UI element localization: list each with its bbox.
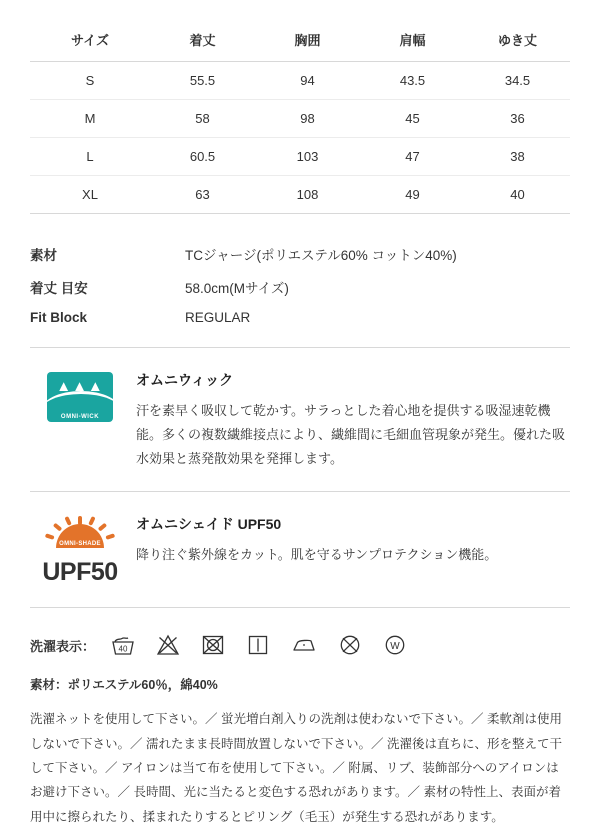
table-cell: 45: [360, 100, 465, 138]
iron-low-icon: [291, 634, 317, 656]
spec-value: TCジャージ(ポリエステル60% コットン40%): [185, 248, 457, 263]
table-row: [30, 100, 570, 138]
care-symbols: [111, 634, 407, 656]
wick-arrows-icon: ▲▲▲: [56, 378, 104, 395]
no-bleach-icon: [156, 634, 180, 656]
size-table-header-row: [30, 22, 570, 62]
spec-list: [30, 244, 570, 348]
svg-text:W: W: [390, 641, 400, 653]
table-cell: S: [30, 62, 150, 100]
table-cell: 98: [255, 100, 360, 138]
table-cell: 55.5: [150, 62, 255, 100]
care-note: 洗濯ネットを使用して下さい。／ 蛍光増白剤入りの洗剤は使わないで下さい。／ 柔軟剤は使用しないで下さい。／ 濡れたまま長時間放置しないで下さい。／ 洗濯後は直ちに、形を整えて干して下さい。／ アイロンは当て布を使用して下さい。／ 附属、リブ、装飾部分へのアイロンはお避け下さい。／ 長時間、光に当たると変色する恐れがあります。／ 素材の特性上、表面が着用中に擦られたり、揉まれたりするとピリング（毛玉）が発生する恐れがあります。: [30, 712, 562, 824]
table-cell: 40: [465, 176, 570, 214]
table-cell: XL: [30, 176, 150, 214]
omni-shade-badge-label: OMNI-SHADE: [59, 541, 101, 548]
table-cell: M: [30, 100, 150, 138]
feature-text: 降り注ぐ紫外線をカット。肌を守るサンプロテクション機能。: [136, 547, 498, 563]
table-cell: 34.5: [465, 62, 570, 100]
table-cell: 43.5: [360, 62, 465, 100]
spec-value: REGULAR: [185, 310, 251, 325]
feature-title: オムニウィック: [136, 372, 234, 388]
table-cell: 94: [255, 62, 360, 100]
spec-label: 素材: [30, 248, 57, 263]
size-table-header-cell: サイズ: [30, 22, 150, 62]
omni-shade-icon: [30, 514, 130, 587]
spec-value: 58.0cm(Mサイズ): [185, 281, 289, 296]
table-row: [30, 62, 570, 100]
sun-ray: [105, 533, 115, 540]
size-table-header-cell: 着丈: [150, 22, 255, 62]
feature-omni-shade: [30, 492, 570, 608]
wick-wave-icon: [47, 391, 113, 411]
spec-row-material: [30, 244, 570, 264]
care-section: [30, 608, 570, 829]
wash-tub-40-icon: [111, 634, 135, 656]
table-cell: 49: [360, 176, 465, 214]
care-symbol-row: [30, 634, 570, 656]
feature-text: 汗を素早く吸収して乾かす。サラっとした着心地を提供する吸湿速乾機能。多くの複数繊維接点により、繊維間に毛細血管現象が発生。優れた吸水効果と蒸発散効果を発揮します。: [136, 403, 566, 467]
product-spec-page: [0, 22, 600, 822]
table-cell: 103: [255, 138, 360, 176]
spec-row-length: [30, 277, 570, 297]
wet-clean-w-icon: [383, 634, 407, 656]
care-label: 洗濯表示：: [30, 638, 96, 654]
table-cell: 36: [465, 100, 570, 138]
size-table-header-cell: ゆき丈: [465, 22, 570, 62]
omni-wick-icon: [30, 370, 130, 422]
upf-value: UPF50: [42, 558, 118, 587]
sun-ray: [64, 516, 71, 526]
table-cell: 63: [150, 176, 255, 214]
feature-title: オムニシェイド UPF50: [136, 516, 282, 533]
care-material: 素材：ポリエステル60％，綿40%: [30, 678, 218, 693]
size-table: [30, 22, 570, 214]
omni-wick-badge: [47, 372, 113, 422]
table-row: [30, 138, 570, 176]
table-cell: 58: [150, 100, 255, 138]
table-cell: 60.5: [150, 138, 255, 176]
drip-dry-vertical-icon: [246, 634, 270, 656]
sun-ray: [88, 516, 95, 526]
feature-omni-wick: [30, 348, 570, 492]
no-dry-clean-icon: [338, 634, 362, 656]
no-tumble-dry-icon: [201, 634, 225, 656]
table-cell: 38: [465, 138, 570, 176]
spec-label: Fit Block: [30, 310, 88, 325]
svg-text:40: 40: [118, 644, 128, 654]
sun-ray: [98, 523, 107, 532]
omni-wick-badge-label: OMNI-WICK: [60, 414, 100, 420]
spec-row-fit-block: [30, 310, 570, 325]
table-cell: 47: [360, 138, 465, 176]
size-table-header-cell: 胸囲: [255, 22, 360, 62]
size-table-header-cell: 肩幅: [360, 22, 465, 62]
sun-icon: [42, 516, 118, 556]
feature-body: [130, 514, 570, 567]
sun-ray: [45, 533, 55, 540]
table-cell: 108: [255, 176, 360, 214]
sun-ray: [53, 523, 62, 532]
table-row: [30, 176, 570, 214]
sun-ray: [78, 516, 82, 525]
spec-label: 着丈 目安: [30, 281, 88, 296]
feature-body: [130, 370, 570, 471]
table-cell: L: [30, 138, 150, 176]
omni-shade-badge: [39, 516, 121, 587]
